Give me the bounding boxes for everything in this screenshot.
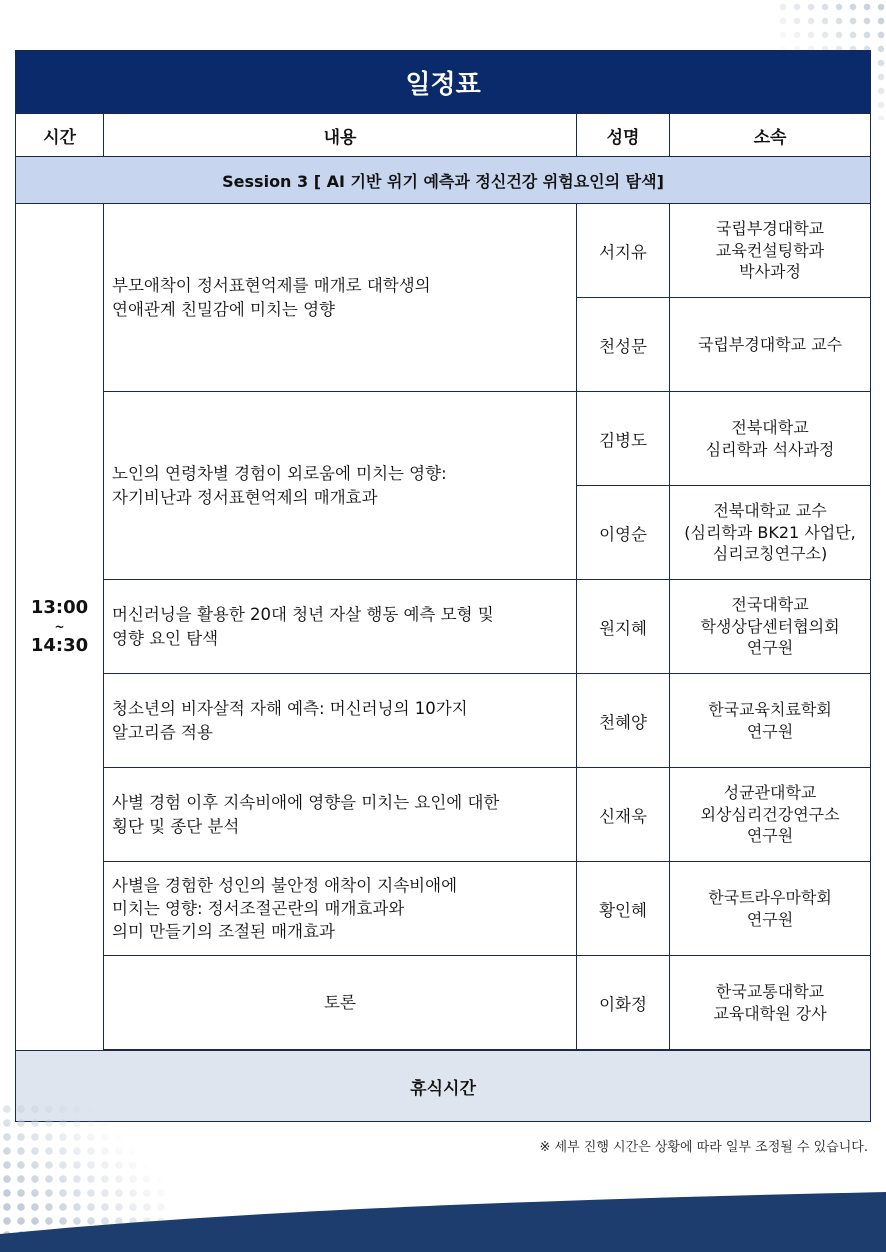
discussion-title: 토론 xyxy=(104,956,577,1050)
schedule-table xyxy=(15,50,871,1122)
topic-title: 노인의 연령차별 경험이 외로움에 미치는 영향: 자기비난과 정서표현억제의 매개효과 xyxy=(104,392,577,580)
time-range xyxy=(16,204,104,1051)
presenter-name: 원지혜 xyxy=(577,580,670,674)
time-start: 13:00 xyxy=(30,596,89,618)
presenter-affiliation: 전북대학교 교수 (심리학과 BK21 사업단, 심리코칭연구소) xyxy=(670,486,871,580)
topic-title: 청소년의 비자살적 자해 예측: 머신러닝의 10가지 알고리즘 적용 xyxy=(104,674,577,768)
schedule-title: 일정표 xyxy=(16,51,871,114)
presenter-affiliation: 전북대학교 심리학과 석사과정 xyxy=(670,392,871,486)
topic-title: 머신러닝을 활용한 20대 청년 자살 행동 예측 모형 및 영향 요인 탐색 xyxy=(104,580,577,674)
presenter-affiliation: 전국대학교 학생상담센터협의회 연구원 xyxy=(670,580,871,674)
header-affiliation: 소속 xyxy=(670,114,871,157)
presenter-name: 천성문 xyxy=(577,298,670,392)
presenter-name: 이화정 xyxy=(577,956,670,1050)
topic-title: 부모애착이 정서표현억제를 매개로 대학생의 연애관계 친밀감에 미치는 영향 xyxy=(104,204,577,392)
header-content: 내용 xyxy=(104,114,577,157)
break-row: 휴식시간 xyxy=(16,1051,871,1122)
presenter-name: 천혜양 xyxy=(577,674,670,768)
presenter-affiliation: 국립부경대학교 교수 xyxy=(670,298,871,392)
decorative-wave xyxy=(0,1182,886,1252)
presenter-affiliation: 국립부경대학교 교육컨설팅학과 박사과정 xyxy=(670,204,871,298)
schedule-note: ※ 세부 진행 시간은 상황에 따라 일부 조정될 수 있습니다. xyxy=(539,1140,868,1155)
time-end: 14:30 xyxy=(30,635,89,656)
presenter-affiliation: 한국트라우마학회 연구원 xyxy=(670,862,871,956)
presenter-affiliation: 한국교통대학교 교육대학원 강사 xyxy=(670,956,871,1050)
presenter-name: 신재욱 xyxy=(577,768,670,862)
presenter-affiliation: 성균관대학교 외상심리건강연구소 연구원 xyxy=(670,768,871,862)
presenter-name: 서지유 xyxy=(577,204,670,298)
header-name: 성명 xyxy=(577,114,670,157)
topic-title: 사별 경험 이후 지속비애에 영향을 미치는 요인에 대한 횡단 및 종단 분석 xyxy=(104,768,577,862)
time-separator: ~ xyxy=(54,620,65,634)
presenter-name: 이영순 xyxy=(577,486,670,580)
presenter-affiliation: 한국교육치료학회 연구원 xyxy=(670,674,871,768)
header-time: 시간 xyxy=(16,114,104,157)
presenter-name: 김병도 xyxy=(577,392,670,486)
presenter-name: 황인혜 xyxy=(577,862,670,956)
topic-title: 사별을 경험한 성인의 불안정 애착이 지속비애에 미치는 영향: 정서조절곤란의 매개효과와 의미 만들기의 조절된 매개효과 xyxy=(104,862,577,956)
session-title: Session 3 [ AI 기반 위기 예측과 정신건강 위험요인의 탐색] xyxy=(16,157,871,204)
